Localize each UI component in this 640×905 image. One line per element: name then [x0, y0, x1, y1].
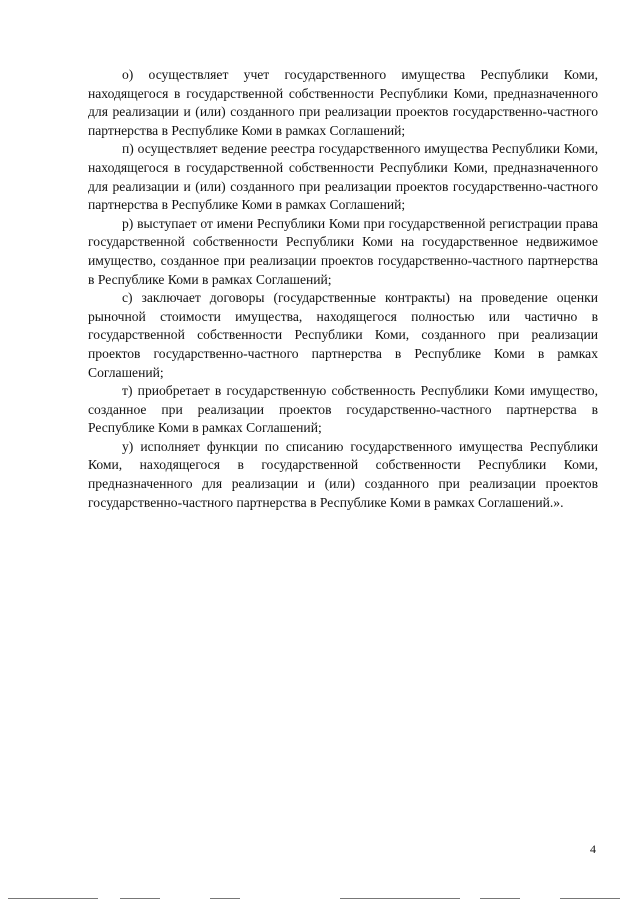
page-number: 4	[590, 842, 596, 856]
document-body	[88, 66, 598, 512]
paragraph-o: о) осуществляет учет государственного имущества Республики Коми, находящегося в государственной собственности Республики Коми, предназначенного для реализации и (или) созданного при реализации проектов государственно-частного партнерства в Республике Коми в рамках Соглашений;	[88, 67, 598, 138]
paragraph-r: р) выступает от имени Республики Коми при государственной регистрации права государственной собственности Республики Коми на государственное недвижимое имущество, созданное при реализации проектов государственно-частного партнерства в Республике Коми в рамках Соглашений;	[88, 215, 598, 287]
paragraph-u: у) исполняет функции по списанию государственного имущества Республики Коми, находящегося в государственной собственности Республики Коми, предназначенного для реализации и (или) созданного при реализации проектов государственно-частного партнерства в Республике Коми в рамках Соглашений.».	[88, 438, 598, 510]
paragraph-t: т) приобретает в государственную собственность Республики Коми имущество, созданное при реализации проектов государственно-частного партнерства в Республике Коми в рамках Соглашений;	[88, 383, 598, 436]
paragraph-s: с) заключает договоры (государственные контракты) на проведение оценки рыночной стоимости имущества, находящегося полностью или частично в государственной собственности Республики Коми, созданного при реализации проектов государственно-частного партнерства в Республике Коми в рамках Соглашений;	[88, 290, 598, 380]
scan-edge-artifact	[0, 896, 640, 905]
paragraph-p: п) осуществляет ведение реестра государственного имущества Республики Коми, находящегося в государственной собственности Республики Коми, предназначенного для реализации и (или) созданного при реализации проектов государственно-частного партнерства в Республике Коми в рамках Соглашений;	[88, 141, 598, 213]
